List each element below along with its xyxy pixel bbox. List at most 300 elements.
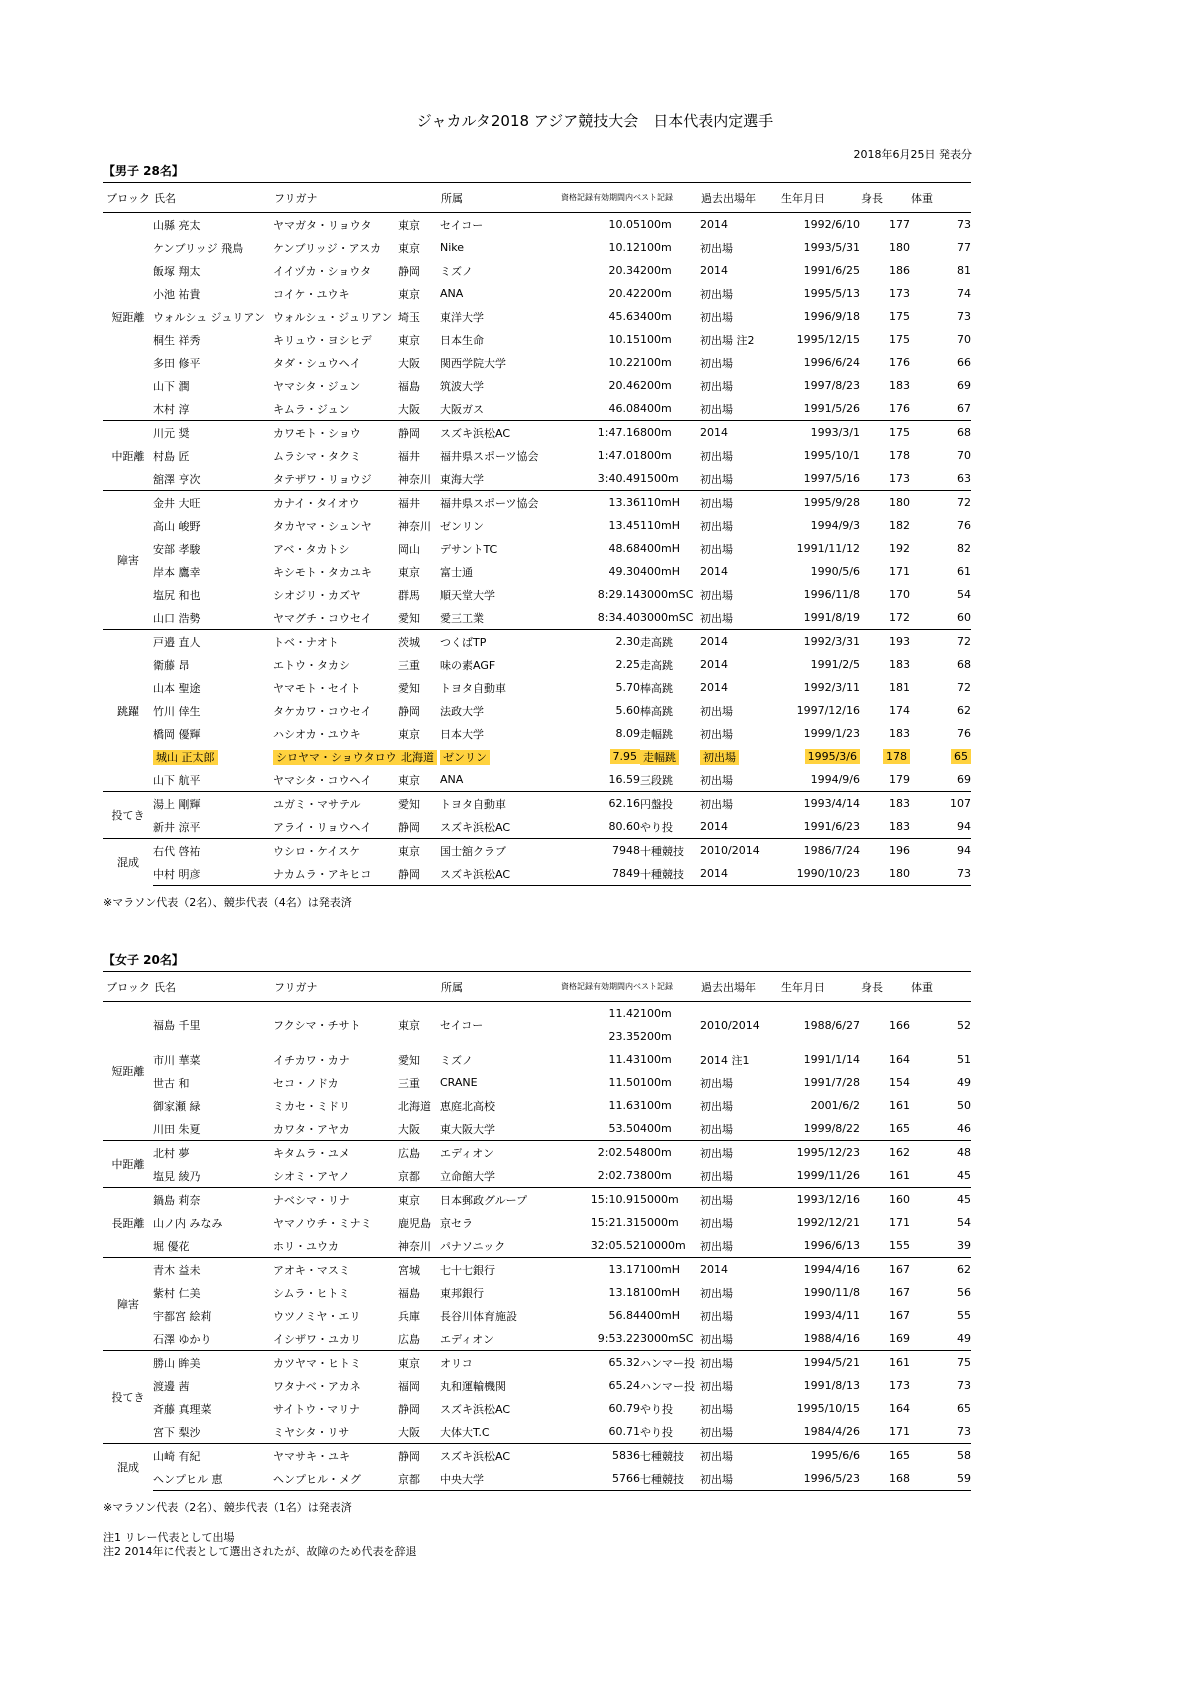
table-row (103, 1094, 971, 1117)
prefecture: 愛知 (398, 611, 420, 625)
affiliation: 東洋大学 (440, 310, 484, 324)
weight: 75 (910, 1351, 971, 1375)
weight: 58 (910, 1444, 971, 1468)
weight: 76 (957, 727, 971, 740)
event: 400mH (640, 1309, 680, 1322)
athlete-name: 村島 匠 (153, 449, 190, 463)
table-row (103, 213, 971, 237)
height: 192 (889, 542, 910, 555)
best-record: 53.50 (608, 1122, 640, 1135)
table-row (103, 374, 971, 397)
table-row (103, 305, 971, 328)
athlete-name: 市川 華菜 (153, 1053, 201, 1067)
table-row (103, 1420, 971, 1444)
best-record: 45.63 (608, 310, 640, 323)
col-block: ブロック (103, 972, 153, 1002)
weight: 69 (957, 379, 971, 392)
height: 160 (860, 1188, 910, 1212)
event: 800m (640, 449, 672, 462)
birth-date: 1997/8/23 (803, 379, 860, 392)
past-appearance: 初出場 (700, 727, 733, 741)
athlete-kana-highlight: シロヤマ・ショウタロウ (273, 750, 398, 765)
table-row (103, 421, 971, 445)
birth-date: 1991/11/12 (796, 542, 860, 555)
birth-date: 1994/9/6 (810, 773, 860, 786)
prefecture: 宮城 (398, 1258, 440, 1282)
prefecture: 愛知 (398, 681, 420, 695)
past-appearance: 初出場 (700, 1239, 733, 1253)
birth-date: 1994/5/21 (780, 1351, 860, 1375)
event: 走高跳 (640, 630, 700, 654)
release-date: 2018年6月25日 発表分 (853, 148, 972, 161)
affiliation: 七十七銀行 (440, 1258, 560, 1282)
best-record (560, 745, 640, 768)
weight: 45 (957, 1169, 971, 1182)
weight: 61 (957, 565, 971, 578)
affiliation: スズキ浜松AC (440, 421, 560, 445)
past-appearance: 初出場 (700, 1332, 733, 1346)
athlete-kana: エトウ・タカシ (273, 658, 350, 672)
past-appearance: 初出場 (700, 1444, 780, 1468)
affiliation: セイコー (440, 1002, 560, 1049)
prefecture: 東京 (398, 773, 420, 787)
past-appearance: 初出場 (700, 611, 733, 625)
athlete-name: 橋岡 優輝 (153, 727, 201, 741)
birth-date: 1999/1/23 (803, 727, 860, 740)
athlete-name: 小池 祐貴 (153, 287, 201, 301)
athlete-kana: ウツノミヤ・エリ (273, 1309, 361, 1323)
athlete-name: 中村 明彦 (153, 862, 273, 886)
affiliation: ミズノ (440, 1053, 473, 1067)
table-row (103, 606, 971, 630)
best-record: 48.68 (608, 542, 640, 555)
athlete-kana: イチカワ・カナ (273, 1053, 350, 1067)
weight: 39 (957, 1239, 971, 1252)
table-row (103, 792, 971, 816)
weight: 73 (957, 1425, 971, 1438)
athlete-kana: イイヅカ・ショウタ (273, 264, 372, 278)
height: 161 (889, 1169, 910, 1182)
past-appearance: 初出場 (700, 310, 733, 324)
event: 200m (640, 379, 672, 392)
past-appearance: 初出場 (700, 1425, 733, 1439)
height: 183 (860, 792, 910, 816)
table-row (103, 839, 971, 863)
prefecture: 茨城 (398, 630, 440, 654)
men-header-row (103, 183, 971, 213)
prefecture: 静岡 (398, 820, 420, 834)
height: 161 (860, 1351, 910, 1375)
athlete-name: 安部 孝駿 (153, 542, 201, 556)
past-appearance: 2014 (700, 264, 728, 277)
past-appearance: 初出場 (700, 519, 733, 533)
prefecture: 東京 (398, 333, 420, 347)
best-record: 13.36 (560, 491, 640, 515)
event: 1500m (640, 472, 679, 485)
height: 175 (860, 421, 910, 445)
prefecture: 愛知 (398, 1053, 420, 1067)
athlete-kana: フクシマ・チサト (273, 1002, 398, 1049)
birth-date: 1996/9/18 (803, 310, 860, 323)
best-record: 1:47.01 (597, 449, 640, 462)
col-birth: 生年月日 (780, 972, 860, 1002)
affiliation: ゼンリン (440, 519, 484, 533)
athlete-name: 川元 奨 (153, 421, 273, 445)
past-appearance: 初出場 (700, 1122, 733, 1136)
height: 165 (889, 1122, 910, 1135)
athlete-kana: シオミ・アヤノ (273, 1169, 350, 1183)
weight: 70 (957, 333, 971, 346)
height: 196 (860, 839, 910, 863)
birth-date: 1999/11/26 (796, 1169, 860, 1182)
height: 174 (889, 704, 910, 717)
affiliation: 国士舘クラブ (440, 839, 560, 863)
past-appearance: 2014 (700, 681, 728, 694)
athlete-kana: ホリ・ユウカ (273, 1239, 339, 1253)
best-record: 2:02.73 (597, 1169, 640, 1182)
past-appearance (700, 745, 780, 768)
birth-date: 1994/4/16 (780, 1258, 860, 1282)
affiliation: 大阪ガス (440, 402, 484, 416)
col-affiliation: 所属 (440, 183, 560, 213)
table-row (103, 1351, 971, 1375)
birth-date: 1990/10/23 (780, 862, 860, 886)
block-label: 短距離 (103, 1002, 153, 1141)
weight: 45 (910, 1188, 971, 1212)
best-record: 32:05.52 (590, 1239, 640, 1252)
prefecture: 静岡 (398, 264, 420, 278)
best-record: 5836 (560, 1444, 640, 1468)
table-row (103, 467, 971, 491)
affiliation: パナソニック (440, 1239, 506, 1253)
weight: 59 (910, 1467, 971, 1491)
affiliation: 順天堂大学 (440, 588, 495, 602)
past-appearance: 初出場 (700, 1286, 733, 1300)
best-record: 8.09 (615, 727, 640, 740)
best-record: 15:21.31 (590, 1216, 640, 1229)
past-appearance: 2014 (700, 862, 780, 886)
affiliation: 関西学院大学 (440, 356, 506, 370)
best-record (560, 1002, 640, 1049)
athlete-kana: ヤマノウチ・ミナミ (273, 1216, 372, 1230)
athlete-kana: イシザワ・ユカリ (273, 1332, 361, 1346)
event: 100m (640, 241, 672, 254)
best-record: 5.60 (615, 704, 640, 717)
table-row (103, 1304, 971, 1327)
table-row (103, 514, 971, 537)
event (640, 745, 700, 768)
height-highlight: 178 (883, 749, 910, 764)
weight (910, 745, 971, 768)
col-height: 身長 (860, 183, 910, 213)
prefecture: 東京 (398, 1351, 440, 1375)
weight: 50 (957, 1099, 971, 1112)
height: 155 (889, 1239, 910, 1252)
event: 100m (640, 1053, 672, 1066)
past-appearance: 2014 (700, 630, 780, 654)
affiliation: 丸和運輸機関 (440, 1379, 506, 1393)
weight: 73 (910, 213, 971, 237)
table-row (103, 351, 971, 374)
past-appearance: 2014 (700, 421, 780, 445)
affiliation: エディオン (440, 1141, 560, 1165)
past-appearance: 初出場 (700, 491, 780, 515)
affiliation: スズキ浜松AC (440, 820, 511, 834)
prefecture: 三重 (398, 658, 420, 672)
event: 三段跳 (640, 773, 673, 787)
weight: 48 (910, 1141, 971, 1165)
height: 167 (889, 1286, 910, 1299)
weight: 54 (957, 588, 971, 601)
table-row (103, 1258, 971, 1282)
best-record: 5766 (560, 1467, 640, 1491)
table-row (103, 236, 971, 259)
athlete-kana: サイトウ・マリナ (273, 1402, 361, 1416)
event: 七種競技 (640, 1467, 700, 1491)
athlete-name: 宮下 梨沙 (153, 1425, 201, 1439)
affiliation: セイコー (440, 213, 560, 237)
athlete-kana: ミヤシタ・リサ (273, 1425, 350, 1439)
prefecture: 大阪 (398, 1122, 420, 1136)
athlete-name: 右代 啓祐 (153, 839, 273, 863)
best-record-line: 23.35 (608, 1030, 640, 1043)
col-record: 資格記録有効期間内ベスト記録 (560, 183, 700, 213)
affiliation: 味の素AGF (440, 658, 496, 672)
prefecture: 大阪 (398, 402, 420, 416)
best-record: 10.15 (608, 333, 640, 346)
affiliation: Nike (440, 241, 465, 254)
best-record: 62.16 (560, 792, 640, 816)
athlete-name: 戸邉 直人 (153, 630, 273, 654)
table-row (103, 1164, 971, 1188)
weight: 52 (910, 1002, 971, 1049)
athlete-kana: ヤマグチ・コウセイ (273, 611, 372, 625)
affiliation: 日本大学 (440, 727, 484, 741)
affiliation: ANA (440, 773, 464, 786)
athlete-name: 塩尻 和也 (153, 588, 201, 602)
birth-date: 1991/6/23 (803, 820, 860, 833)
weight: 51 (957, 1053, 971, 1066)
table-row (103, 630, 971, 654)
col-past: 過去出場年 (700, 183, 780, 213)
best-record: 2.25 (615, 658, 640, 671)
weight: 70 (957, 449, 971, 462)
table-row (103, 745, 971, 768)
past-appearance: 初出場 (700, 379, 733, 393)
event: 5000m (640, 1216, 679, 1229)
prefecture: 三重 (398, 1076, 420, 1090)
height: 175 (889, 310, 910, 323)
height: 176 (889, 356, 910, 369)
affiliation: 富士通 (440, 565, 473, 579)
prefecture (398, 745, 440, 768)
birth-date: 1995/12/23 (780, 1141, 860, 1165)
col-past: 過去出場年 (700, 972, 780, 1002)
birth-date: 2001/6/2 (810, 1099, 860, 1112)
event: 十種競技 (640, 839, 700, 863)
block-label: 中距離 (103, 1141, 153, 1188)
prefecture: 福島 (398, 379, 420, 393)
weight: 55 (957, 1309, 971, 1322)
athlete-kana: ユガミ・マサテル (273, 792, 398, 816)
best-record: 11.43 (608, 1053, 640, 1066)
event: 七種競技 (640, 1444, 700, 1468)
prefecture: 福岡 (398, 1379, 420, 1393)
past-appearance: 初出場 (700, 1379, 733, 1393)
table-row (103, 653, 971, 676)
best-record: 60.79 (608, 1402, 640, 1415)
athlete-name: 宇都宮 絵莉 (153, 1309, 212, 1323)
table-row (103, 1467, 971, 1491)
athlete-name: 衛藤 昂 (153, 658, 190, 672)
past-appearance: 初出場 (700, 1076, 733, 1090)
height: 186 (889, 264, 910, 277)
best-record: 2.30 (560, 630, 640, 654)
event: 110mH (640, 519, 680, 532)
affiliation: CRANE (440, 1076, 478, 1089)
weight: 69 (957, 773, 971, 786)
prefecture: 神奈川 (398, 519, 431, 533)
best-record: 2:02.54 (560, 1141, 640, 1165)
affiliation: 法政大学 (440, 704, 484, 718)
event-line: 100m (640, 1007, 672, 1020)
table-row (103, 537, 971, 560)
height: 173 (889, 1379, 910, 1392)
col-weight: 体重 (910, 972, 971, 1002)
prefecture: 東京 (398, 727, 420, 741)
event (640, 1002, 700, 1049)
affiliation (440, 745, 560, 768)
birth-date: 1993/4/14 (780, 792, 860, 816)
athlete-name: 多田 修平 (153, 356, 201, 370)
table-row (103, 397, 971, 421)
table-row (103, 1002, 971, 1049)
birth-date: 1984/4/26 (803, 1425, 860, 1438)
birth-date: 1993/5/31 (803, 241, 860, 254)
athlete-name: 福島 千里 (153, 1002, 273, 1049)
past-appearance: 初出場 (700, 356, 733, 370)
athlete-kana: ウシロ・ケイスケ (273, 839, 398, 863)
weight: 49 (957, 1332, 971, 1345)
prefecture: 東京 (398, 287, 420, 301)
affiliation: 日本生命 (440, 333, 484, 347)
block-label: 長距離 (103, 1188, 153, 1258)
athlete-kana: アライ・リョウヘイ (273, 820, 372, 834)
athlete-name: 青木 益未 (153, 1258, 273, 1282)
prefecture: 埼玉 (398, 310, 420, 324)
event: 800m (640, 421, 700, 445)
athlete-kana: ハシオカ・ユウキ (273, 727, 361, 741)
past-appearance: 初出場 (700, 472, 733, 486)
table-row (103, 699, 971, 722)
table-row (103, 1117, 971, 1141)
prefecture: 東京 (398, 565, 420, 579)
athlete-name-highlight: 城山 正太郎 (153, 750, 218, 765)
event: 100m (640, 1099, 672, 1112)
best-record: 7849 (560, 862, 640, 886)
affiliation: スズキ浜松AC (440, 1444, 560, 1468)
birth-date: 1994/9/3 (810, 519, 860, 532)
athlete-name: 鍋島 莉奈 (153, 1188, 273, 1212)
athlete-name: 飯塚 翔太 (153, 264, 201, 278)
prefecture: 静岡 (398, 704, 420, 718)
birth-date: 1995/10/15 (796, 1402, 860, 1415)
height: 182 (889, 519, 910, 532)
weight: 65 (957, 1402, 971, 1415)
athlete-kana: タカヤマ・シュンヤ (273, 519, 372, 533)
athlete-kana: ムラシマ・タクミ (273, 449, 361, 463)
women-header-row (103, 972, 971, 1002)
affiliation: 中央大学 (440, 1467, 560, 1491)
col-name: 氏名 (153, 183, 273, 213)
weight: 82 (957, 542, 971, 555)
athlete-kana: ヤマガタ・リョウタ (273, 213, 398, 237)
event: 十種競技 (640, 862, 700, 886)
height: 173 (889, 287, 910, 300)
athlete-kana: ヘンプヒル・メグ (273, 1467, 398, 1491)
height: 177 (860, 213, 910, 237)
weight: 72 (910, 630, 971, 654)
prefecture: 広島 (398, 1332, 420, 1346)
height: 179 (889, 773, 910, 786)
athlete-name: 高山 峻野 (153, 519, 201, 533)
athlete-kana: ミカセ・ミドリ (273, 1099, 350, 1113)
past-appearance: 2010/2014 (700, 1002, 780, 1049)
past-appearance: 初出場 (700, 449, 733, 463)
col-height: 身長 (860, 972, 910, 1002)
prefecture: 大阪 (398, 1425, 420, 1439)
event: 110mH (640, 491, 700, 515)
affiliation: ANA (440, 287, 464, 300)
past-appearance: 初出場 (700, 1351, 780, 1375)
height: 171 (889, 565, 910, 578)
weight: 73 (957, 310, 971, 323)
prefecture: 福井 (398, 491, 440, 515)
women-heading: 【女子 20名】 (103, 953, 184, 967)
height: 161 (889, 1099, 910, 1112)
birth-date: 1990/5/6 (810, 565, 860, 578)
athlete-name: 御家瀬 緑 (153, 1099, 201, 1113)
birth-date: 1988/6/27 (780, 1002, 860, 1049)
event: 円盤投 (640, 792, 700, 816)
best-record: 8:29.14 (597, 588, 640, 601)
prefecture: 東京 (398, 1188, 440, 1212)
event: 3000mSC (640, 1332, 694, 1345)
table-row (103, 1327, 971, 1351)
affiliation: 東邦銀行 (440, 1286, 484, 1300)
affiliation: 長谷川体育施設 (440, 1309, 517, 1323)
best-record: 13.18 (608, 1286, 640, 1299)
affiliation: トヨタ自動車 (440, 681, 506, 695)
table-row (103, 815, 971, 839)
athlete-kana: タダ・シュウヘイ (273, 356, 361, 370)
weight: 68 (910, 421, 971, 445)
table-row (103, 560, 971, 583)
past-appearance: 初出場 (700, 542, 733, 556)
athlete-name: 堀 優花 (153, 1239, 190, 1253)
affiliation: オリコ (440, 1351, 560, 1375)
height: 180 (889, 241, 910, 254)
prefecture: 東京 (398, 241, 420, 255)
block-label: 跳躍 (103, 630, 153, 792)
birth-date: 1991/1/14 (803, 1053, 860, 1066)
athlete-name: 山ノ内 みなみ (153, 1216, 223, 1230)
athlete-kana: アベ・タカトシ (273, 542, 350, 556)
athlete-kana: タケカワ・コウセイ (273, 704, 372, 718)
best-record: 60.71 (608, 1425, 640, 1438)
birth-date: 1997/5/16 (803, 472, 860, 485)
prefecture: 東京 (398, 1002, 440, 1049)
